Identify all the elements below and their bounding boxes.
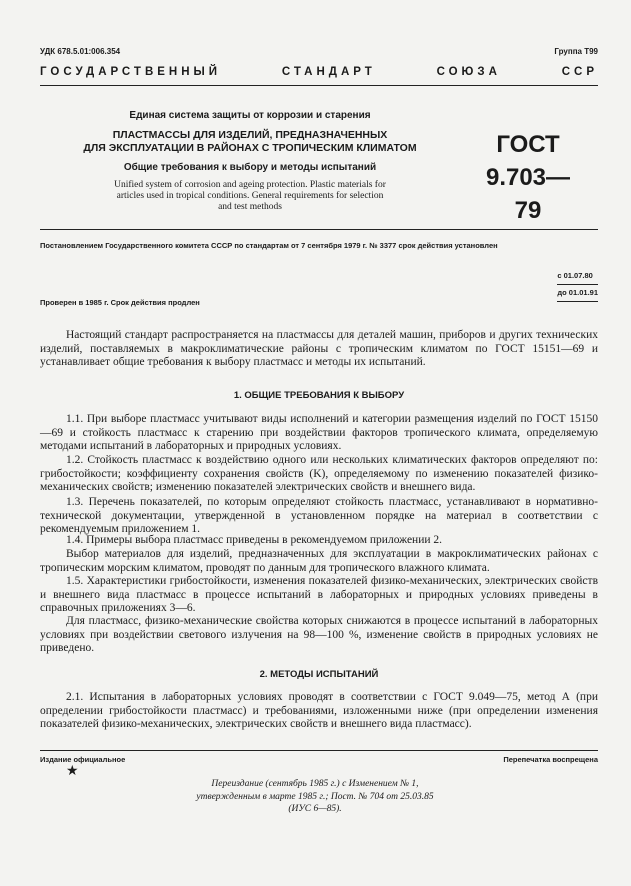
intro-paragraph: Настоящий стандарт распространяется на пластмассы для деталей машин, приборов и других технических изделий, поставляемых в макроклиматические районы с тропическим климатом по ГОСТ 15151—69 и устанавливает общие требования к выбору пластмасс и методы их испытаний. bbox=[40, 329, 598, 368]
title-line-1: ПЛАСТМАССЫ ДЛЯ ИЗДЕЛИЙ, ПРЕДНАЗНАЧЕННЫХ bbox=[112, 129, 388, 141]
date-to: до 01.01.91 bbox=[557, 285, 598, 302]
star-icon: ★ bbox=[66, 764, 79, 779]
paragraph-1-4: 1.4. Примеры выбора пластмасс приведены в рекомендуемом приложении 2. bbox=[66, 534, 443, 546]
validity-dates bbox=[557, 268, 598, 302]
banner-word-1: ГОСУДАРСТВЕННЫЙ bbox=[40, 66, 222, 78]
paragraph-1-5: 1.5. Характеристики грибостойкости, изменения показателей физико-механических, электрических свойств и внешнего вида пластмасс в процессе испытаний в лабораторных и природных условиях приведены в справочных приложениях 3—6. bbox=[40, 575, 598, 614]
reissue-line-1: Переиздание (сентябрь 1985 г.) с Изменением № 1, bbox=[211, 779, 419, 789]
banner-word-2: СТАНДАРТ bbox=[281, 66, 376, 78]
paragraph-2-1: 2.1. Испытания в лабораторных условиях проводят в соответствии с ГОСТ 9.049—75, метод А (при определении грибостойкости пластмасс) и требованиями, изложенными ниже (при определении изменения показателей физико-механических, электрических свойств и внешнего вида пластмасс). bbox=[40, 691, 598, 730]
section-1-heading: 1. ОБЩИЕ ТРЕБОВАНИЯ К ВЫБОРУ bbox=[233, 390, 405, 401]
header-divider bbox=[40, 85, 598, 86]
title-divider bbox=[40, 229, 598, 230]
state-standard-banner bbox=[40, 66, 598, 78]
gost-designation bbox=[478, 128, 578, 227]
footer-divider bbox=[40, 750, 598, 751]
gost-number: 9.703—79 bbox=[485, 164, 571, 224]
paragraph-1-5b: Для пластмасс, физико-механические свойства которых снижаются в процессе испытаний в лабораторных условиях при воздействии светового излучения на 98—100 %, изменение свойств в природных условиях не приведено. bbox=[40, 615, 598, 654]
reissue-line-2: утвержденным в марте 1985 г.; Пост. № 704 от 25.03.85 bbox=[196, 791, 434, 802]
official-edition-label: Издание официальное bbox=[40, 755, 126, 764]
banner-word-3: СОЮЗА bbox=[436, 66, 501, 78]
reissue-note bbox=[150, 778, 480, 816]
title-line-2: ДЛЯ ЭКСПЛУАТАЦИИ В РАЙОНАХ С ТРОПИЧЕСКИМ КЛИМАТОМ bbox=[83, 142, 417, 154]
paragraph-1-1: 1.1. При выборе пластмасс учитывают виды исполнений и категории размещения изделий по ГОСТ 15150—69 и стойкость пластмасс к старению при воздействии факторов тропического климата, определяемую методами испытаний в лабораторных и природных условиях. bbox=[40, 413, 598, 452]
reissue-line-3: (ИУС 6—85). bbox=[288, 804, 342, 814]
decree-text: Постановлением Государственного комитета СССР по стандартам от 7 сентября 1979 г. № 3377 срок действия установлен bbox=[40, 241, 498, 250]
group-code: Группа Т99 bbox=[554, 47, 598, 56]
document-subtitle: Общие требования к выбору и методы испытаний bbox=[123, 162, 377, 173]
paragraph-1-3: 1.3. Перечень показателей, по которым определяют стойкость пластмасс, устанавливают в нормативно-технической документации, утвержденной в установленном порядке на материал в соответствии с рекомендуемым приложением 1. bbox=[40, 496, 598, 535]
banner-word-4: ССР bbox=[561, 66, 598, 78]
reprint-forbidden-label: Перепечатка воспрещена bbox=[503, 755, 598, 764]
date-from: с 01.07.80 bbox=[557, 268, 598, 285]
english-line-1: Unified system of corrosion and ageing protection. Plastic materials for bbox=[114, 180, 386, 190]
udk-code: УДК 678.5.01:006.354 bbox=[40, 47, 121, 56]
english-line-2: articles used in tropical conditions. General requirements for selection bbox=[116, 191, 384, 201]
paragraph-1-2: 1.2. Стойкость пластмасс к воздействию одного или нескольких климатических факторов определяют по: грибостойкости; коэффициенту сохранения свойств (K), определяемому по изменению показателей физико-механических свойств; изменению показателей электрических свойств и внешнего вида. bbox=[40, 454, 598, 493]
system-title: Единая система защиты от коррозии и старения bbox=[129, 110, 371, 121]
english-title bbox=[75, 180, 425, 213]
checked-note: Проверен в 1985 г. Срок действия продлен bbox=[40, 298, 200, 307]
paragraph-1-4b: Выбор материалов для изделий, предназначенных для эксплуатации в макроклиматических районах с тропическим морским климатом, проводят по данным для тропического влажного климата. bbox=[40, 548, 598, 574]
gost-label: ГОСТ bbox=[496, 131, 560, 158]
section-2-heading: 2. МЕТОДЫ ИСПЫТАНИЙ bbox=[259, 669, 379, 680]
document-title bbox=[55, 129, 445, 155]
english-line-3: and test methods bbox=[218, 202, 282, 212]
